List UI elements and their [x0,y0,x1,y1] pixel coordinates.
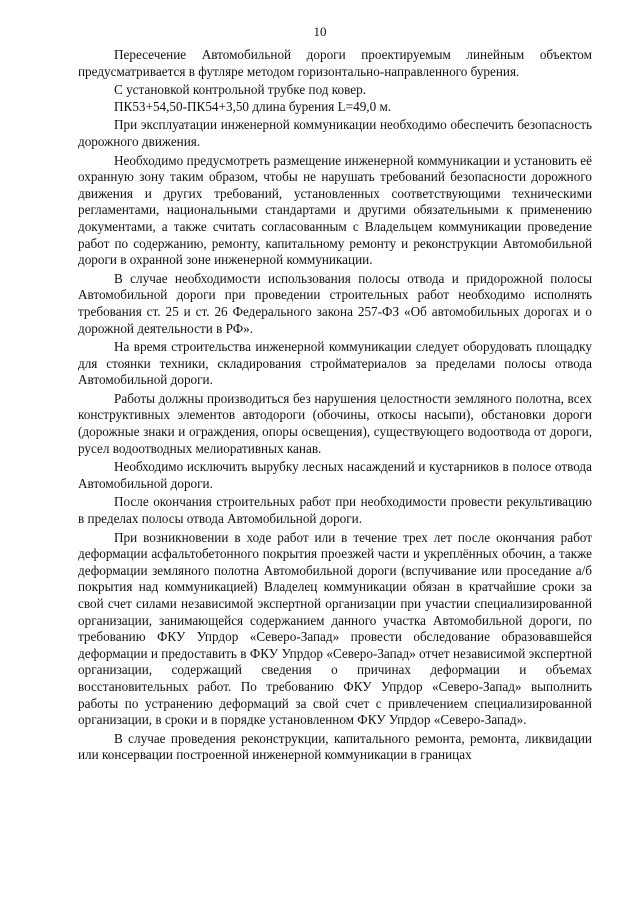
paragraph-equipment-area: На время строительства инженерной коммуникации следует оборудовать площадку для стоянки техники, складирования стройматериалов за пределами полосы отвода Автомобильной дороги. [78,339,592,388]
paragraph-recultivation: После окончания строительных работ при необходимости провести рекультивацию в пределах полосы отвода Автомобильной дороги. [78,494,592,527]
paragraph-traffic-safety: При эксплуатации инженерной коммуникации необходимо обеспечить безопасность дорожного движения. [78,117,592,149]
paragraph-no-tree-cutting: Необходимо исключить вырубку лесных насаждений и кустарников в полосе отвода Автомобильной дороги. [78,459,592,491]
paragraph-reconstruction: В случае проведения реконструкции, капитального ремонта, ремонта, ликвидации или консервации построенной инженерной коммуникации в границах [78,730,592,763]
paragraph-deformation-liability: При возникновении в ходе работ или в течение трех лет после окончания работ деформации асфальтобетонного покрытия проезжей части и укреплённых обочин, а также деформации земляного полотна Автомобильной дороги (вспучивание или проседание а/б покрытия над коммуникацией) Владелец коммуникации обязан в кратчайшие сроки за свой счет силами независимой экспертной организации при участии специализированной организации, занимающейся содержанием данного участка Автомобильной дороги, по требованию ФКУ Упрдор «Северо-Запад» провести обследование образовавшейся деформации и предоставить в ФКУ Упрдор «Северо-Запад» отчет независимой экспертной организации, содержащий сведения о причинах деформации и объемах восстановительных работ. По требованию ФКУ Упрдор «Северо-Запад» выполнить работы по устранению деформаций за свой счет с привлечением специализированной организации, в сроки и в порядке установленном ФКУ Упрдор «Северо-Запад». [78,529,592,728]
paragraph-crossing-method: Пересечение Автомобильной дороги проектируемым линейным объектом предусматривается в футляре методом горизонтально-направленного бурения. [78,47,592,79]
paragraph-protection-zone: Необходимо предусмотреть размещение инженерной коммуникации и установить её охранную зону таким образом, чтобы не нарушать требований безопасности дорожного движения и других требований, установленных соответствующими техническими регламентами, национальными стандартами и другими обязательными к применению документами, а также считать согласованным с Владельцем коммуникации проведение работ по содержанию, ремонту, капитальному ремонту и реконструкции Автомобильной дороги в охранной зоне инженерной коммуникации. [78,152,592,268]
paragraph-work-integrity: Работы должны производиться без нарушения целостности земляного полотна, всех конструктивных элементов автодороги (обочины, откосы насыпи), обстановки дороги (дорожные знаки и ограждения, опоры освещения), существующего водоотвода от дороги, русел водоотводных мелиоративных канав. [78,390,592,456]
paragraph-right-of-way: В случае необходимости использования полосы отвода и придорожной полосы Автомобильной дороги при проведении строительных работ необходимо исполнять требования ст. 25 и ст. 26 Федерального закона 257-ФЗ «Об автомобильных дорогах и о дорожной деятельности в РФ». [78,270,592,336]
paragraph-drilling-length: ПК53+54,50-ПК54+3,50 длина бурения L=49,0 м. [114,98,392,114]
page-number: 10 [313,24,327,39]
paragraph-control-tube: С установкой контрольной трубке под ковер. [114,82,367,98]
document-body [78,47,592,766]
